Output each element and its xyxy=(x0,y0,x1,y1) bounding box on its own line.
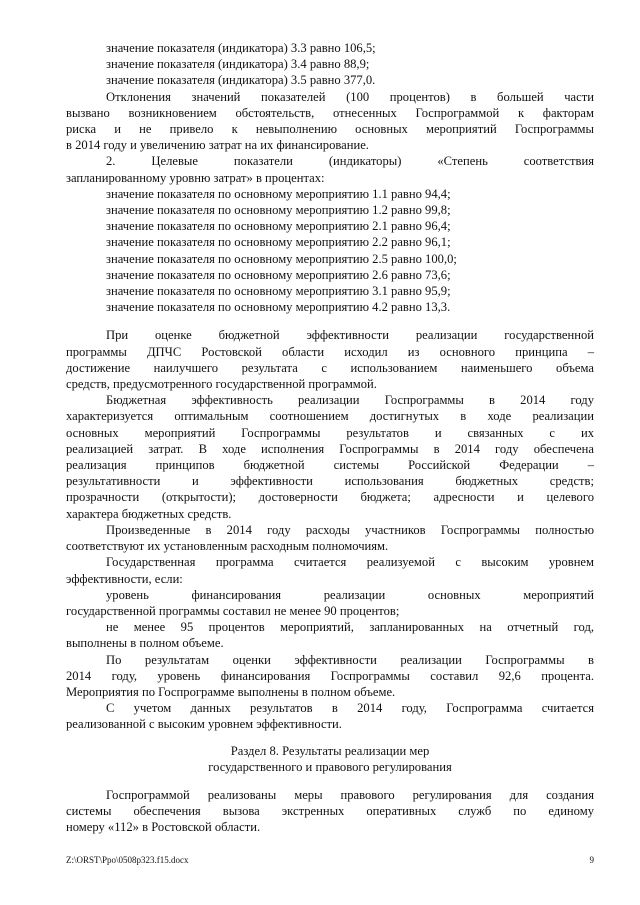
paragraph-line: системы обеспечения вызова экстренных оперативных служб по единому xyxy=(66,804,594,819)
paragraph-line: номеру «112» в Ростовской области. xyxy=(66,820,261,835)
paragraph-line: основных мероприятий Госпрограммы результатов и связанных с их xyxy=(66,425,594,440)
indicator-line: значение показателя (индикатора) 3.4 равно 88,9; xyxy=(106,57,370,72)
section-heading-line: Раздел 8. Результаты реализации мер xyxy=(230,743,430,758)
indicator-line: значение показателя по основному мероприятию 2.5 равно 100,0; xyxy=(106,251,457,266)
page-number: 9 xyxy=(589,855,594,865)
paragraph-line: выполнены в полном объеме. xyxy=(66,636,224,651)
paragraph-line: в 2014 году и увеличению затрат на их финансирование. xyxy=(66,138,369,153)
paragraph-line: риска и не привело к невыполнению основных мероприятий Госпрограммы xyxy=(66,122,594,137)
paragraph-line: Госпрограммой реализованы меры правового регулирования для создания xyxy=(106,787,594,802)
paragraph-line: Произведенные в 2014 году расходы участников Госпрограммы полностью xyxy=(106,522,594,537)
paragraph-line: не менее 95 процентов мероприятий, запланированных на отчетный год, xyxy=(106,620,594,635)
indicator-line: значение показателя по основному мероприятию 2.1 равно 96,4; xyxy=(106,219,451,234)
paragraph-line: результативности и эффективности использования бюджетных средств; xyxy=(66,474,594,489)
paragraph-line: прозрачности (открытости); достоверности бюджета; адресности и целевого xyxy=(66,490,594,505)
indicator-line: значение показателя (индикатора) 3.3 равно 106,5; xyxy=(106,41,376,55)
paragraph-line: вызвано возникновением обстоятельств, отнесенных Госпрограммой к факторам xyxy=(66,105,594,120)
indicator-line: значение показателя по основному мероприятию 2.6 равно 73,6; xyxy=(106,267,451,282)
paragraph-line: запланированному уровню затрат» в процентах: xyxy=(66,170,325,185)
paragraph-line: реализация принципов бюджетной системы Российской Федерации – xyxy=(66,458,594,473)
paragraph-line: С учетом данных результатов в 2014 году, Госпрограмма считается xyxy=(106,701,594,716)
paragraph-line: соответствуют их установленным расходным полномочиям. xyxy=(66,539,389,554)
paragraph-line: реализацией затрат. В ходе исполнения Госпрограммы в 2014 году обеспечена xyxy=(66,441,594,456)
paragraph-line: государственной программы составил не менее 90 процентов; xyxy=(66,603,400,618)
indicator-line: значение показателя (индикатора) 3.5 равно 377,0. xyxy=(106,73,376,88)
paragraph-line: Мероприятия по Госпрограмме выполнены в полном объеме. xyxy=(66,684,396,699)
paragraph-line: По результатам оценки эффективности реализации Госпрограммы в xyxy=(106,652,594,667)
paragraph-line: При оценке бюджетной эффективности реализации государственной xyxy=(106,328,594,343)
paragraph-line: Государственная программа считается реализуемой с высоким уровнем xyxy=(106,555,594,570)
page-footer xyxy=(66,855,594,866)
paragraph-line: 2014 году, уровень финансирования Госпрограммы составил 92,6 процента. xyxy=(66,668,594,683)
paragraph-line: уровень финансирования реализации основных мероприятий xyxy=(106,587,594,602)
paragraph-line: эффективности, если: xyxy=(66,571,183,586)
section-heading xyxy=(66,743,594,775)
paragraph-line: Отклонения значений показателей (100 процентов) в большей части xyxy=(106,89,594,104)
paragraph-line: 2. Целевые показатели (индикаторы) «Степень соответствия xyxy=(106,154,594,169)
section-heading-line: государственного и правового регулирования xyxy=(208,759,452,774)
paragraph-line: программы ДПЧС Ростовской области исходил из основного принципа – xyxy=(66,344,594,359)
indicator-line: значение показателя по основному мероприятию 4.2 равно 13,3. xyxy=(106,300,451,315)
document-page xyxy=(66,40,594,836)
paragraph-line: достижение наилучшего результата с использованием наименьшего объема xyxy=(66,360,594,375)
paragraph-line: характеризуется оптимальным соотношением достигнутых в ходе реализации xyxy=(66,409,594,424)
paragraph-line: Бюджетная эффективность реализации Госпрограммы в 2014 году xyxy=(106,393,594,408)
paragraph-line: средств, предусмотренного государственной программой. xyxy=(66,377,377,392)
indicator-line: значение показателя по основному мероприятию 1.2 равно 99,8; xyxy=(106,203,451,218)
indicator-line: значение показателя по основному мероприятию 3.1 равно 95,9; xyxy=(106,284,451,299)
indicator-line: значение показателя по основному мероприятию 2.2 равно 96,1; xyxy=(106,235,451,250)
paragraph-line: реализованной с высоким уровнем эффективности. xyxy=(66,717,342,732)
paragraph-line: характера бюджетных средств. xyxy=(66,506,232,521)
indicator-line: значение показателя по основному мероприятию 1.1 равно 94,4; xyxy=(106,186,451,201)
footer-file-path: Z:\ORST\Ppo\0508p323.f15.docx xyxy=(66,855,189,865)
